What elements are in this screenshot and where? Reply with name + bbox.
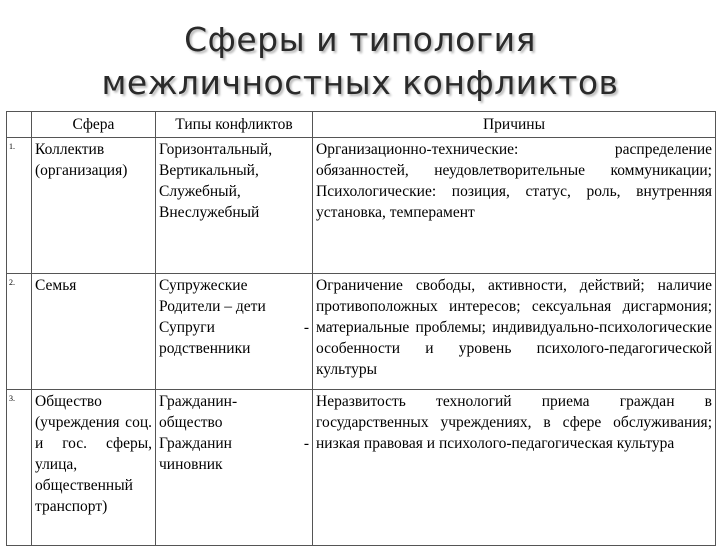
title-line-2: межличностных конфликтов	[101, 63, 619, 102]
header-sphere: Сфера	[32, 112, 156, 138]
header-types: Типы конфликтов	[156, 112, 313, 138]
table-header-row	[7, 112, 716, 138]
causes-cell: Неразвитость технологий приема граждан в государственных учреждениях, в сфере обслуживания; низкая правовая и психолого-педагогическая культура	[313, 390, 716, 546]
header-num	[7, 112, 32, 138]
types-cell	[156, 390, 313, 546]
types-text: Горизонтальный, Вертикальный, Служебный, Внеслужебный	[159, 141, 273, 221]
row-number: 3.	[7, 390, 32, 546]
types-dash: -	[303, 319, 309, 336]
sphere-cell: Общество (учреждения соц. и гос. сферы, улица, общественный транспорт)	[32, 390, 156, 546]
causes-cell: Организационно-технические: распределение обязанностей, неудовлетворительные коммуникации; Психологические: позиция, статус, роль, внутренняя установка, темперамент	[313, 138, 716, 274]
slide-title	[0, 18, 720, 104]
row-number: 2.	[7, 274, 32, 390]
table-row	[7, 390, 716, 546]
header-causes: Причины	[313, 112, 716, 138]
sphere-cell: Коллектив (организация)	[32, 138, 156, 274]
title-line-1: Сферы и типология	[184, 20, 536, 59]
table-row	[7, 274, 716, 390]
causes-cell: Ограничение свободы, активности, действий; наличие противоположных интересов; сексуальная дисгармония; материальные проблемы; индивидуально-психологические особенности и уровень психолого-педагогической культуры	[313, 274, 716, 390]
types-cell	[156, 138, 313, 274]
types-cell	[156, 274, 313, 390]
types-text: Супружеские Родители – дети Супруги родственники	[159, 277, 266, 357]
sphere-cell: Семья	[32, 274, 156, 390]
types-dash: -	[303, 435, 309, 452]
table-row	[7, 138, 716, 274]
conflict-typology-table	[6, 111, 716, 546]
row-number: 1.	[7, 138, 32, 274]
types-text: Гражданин-общество Гражданин чиновник	[159, 393, 238, 473]
